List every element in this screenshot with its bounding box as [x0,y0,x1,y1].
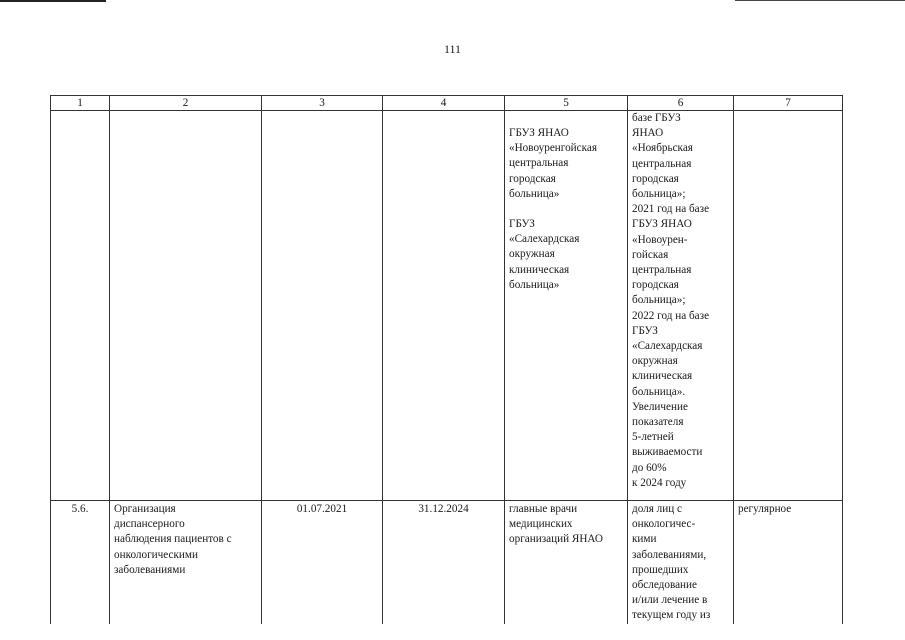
table-row-5-6 [51,501,843,624]
cell-activity [110,111,262,501]
cell-responsible [505,111,628,501]
indicator [628,501,734,624]
activity-title-text: Организация диспансерного наблюдения пациентов с онкологическими заболеваниями [114,503,232,576]
responsible-block-1: ГБУЗ ЯНАО «Новоуренгойская центральная городская больница» [509,127,598,200]
header-row [51,96,843,111]
cell-number [51,111,110,501]
indicator-text-5-6: доля лиц с онкологичес- кими заболеваниями, прошедших обследование и/или лечение в текущем году из [632,503,711,622]
page-number: 111 [443,42,462,56]
start-date: 01.07.2021 [262,501,383,624]
responsible-text: главные врачи медицинских организаций ЯНАО [509,503,604,546]
cell-frequency [734,111,843,501]
top-rule-left [0,0,106,2]
cell-end-date [383,111,505,501]
header-cell-4: 4 [383,96,505,111]
cell-indicator [628,111,734,501]
header-cell-5: 5 [505,96,628,111]
activity-title [110,501,262,624]
indicator-text: базе ГБУЗ ЯНАО «Ноябрьская центральная городская больница»; 2021 год на базе ГБУЗ ЯНАО «Новоурен- гойская центральная городская больница»; 2022 год на базе ГБУЗ «Салехардская окружная клиническая больница». Увеличение показателя 5-летней выживаемости до 60% к 2024 году [632,112,710,489]
header-cell-2: 2 [110,96,262,111]
header-cell-6: 6 [628,96,734,111]
responsible [505,501,628,624]
frequency: регулярное [734,501,843,624]
table-row-continued [51,111,843,501]
responsible-block-2: ГБУЗ «Салехардская окружная клиническая больница» [509,218,580,291]
row-number: 5.6. [51,501,110,624]
header-cell-7: 7 [734,96,843,111]
end-date: 31.12.2024 [383,501,505,624]
top-rule-right [735,0,905,1]
cell-start-date [262,111,383,501]
header-cell-1: 1 [51,96,110,111]
plan-table [50,95,843,624]
header-cell-3: 3 [262,96,383,111]
